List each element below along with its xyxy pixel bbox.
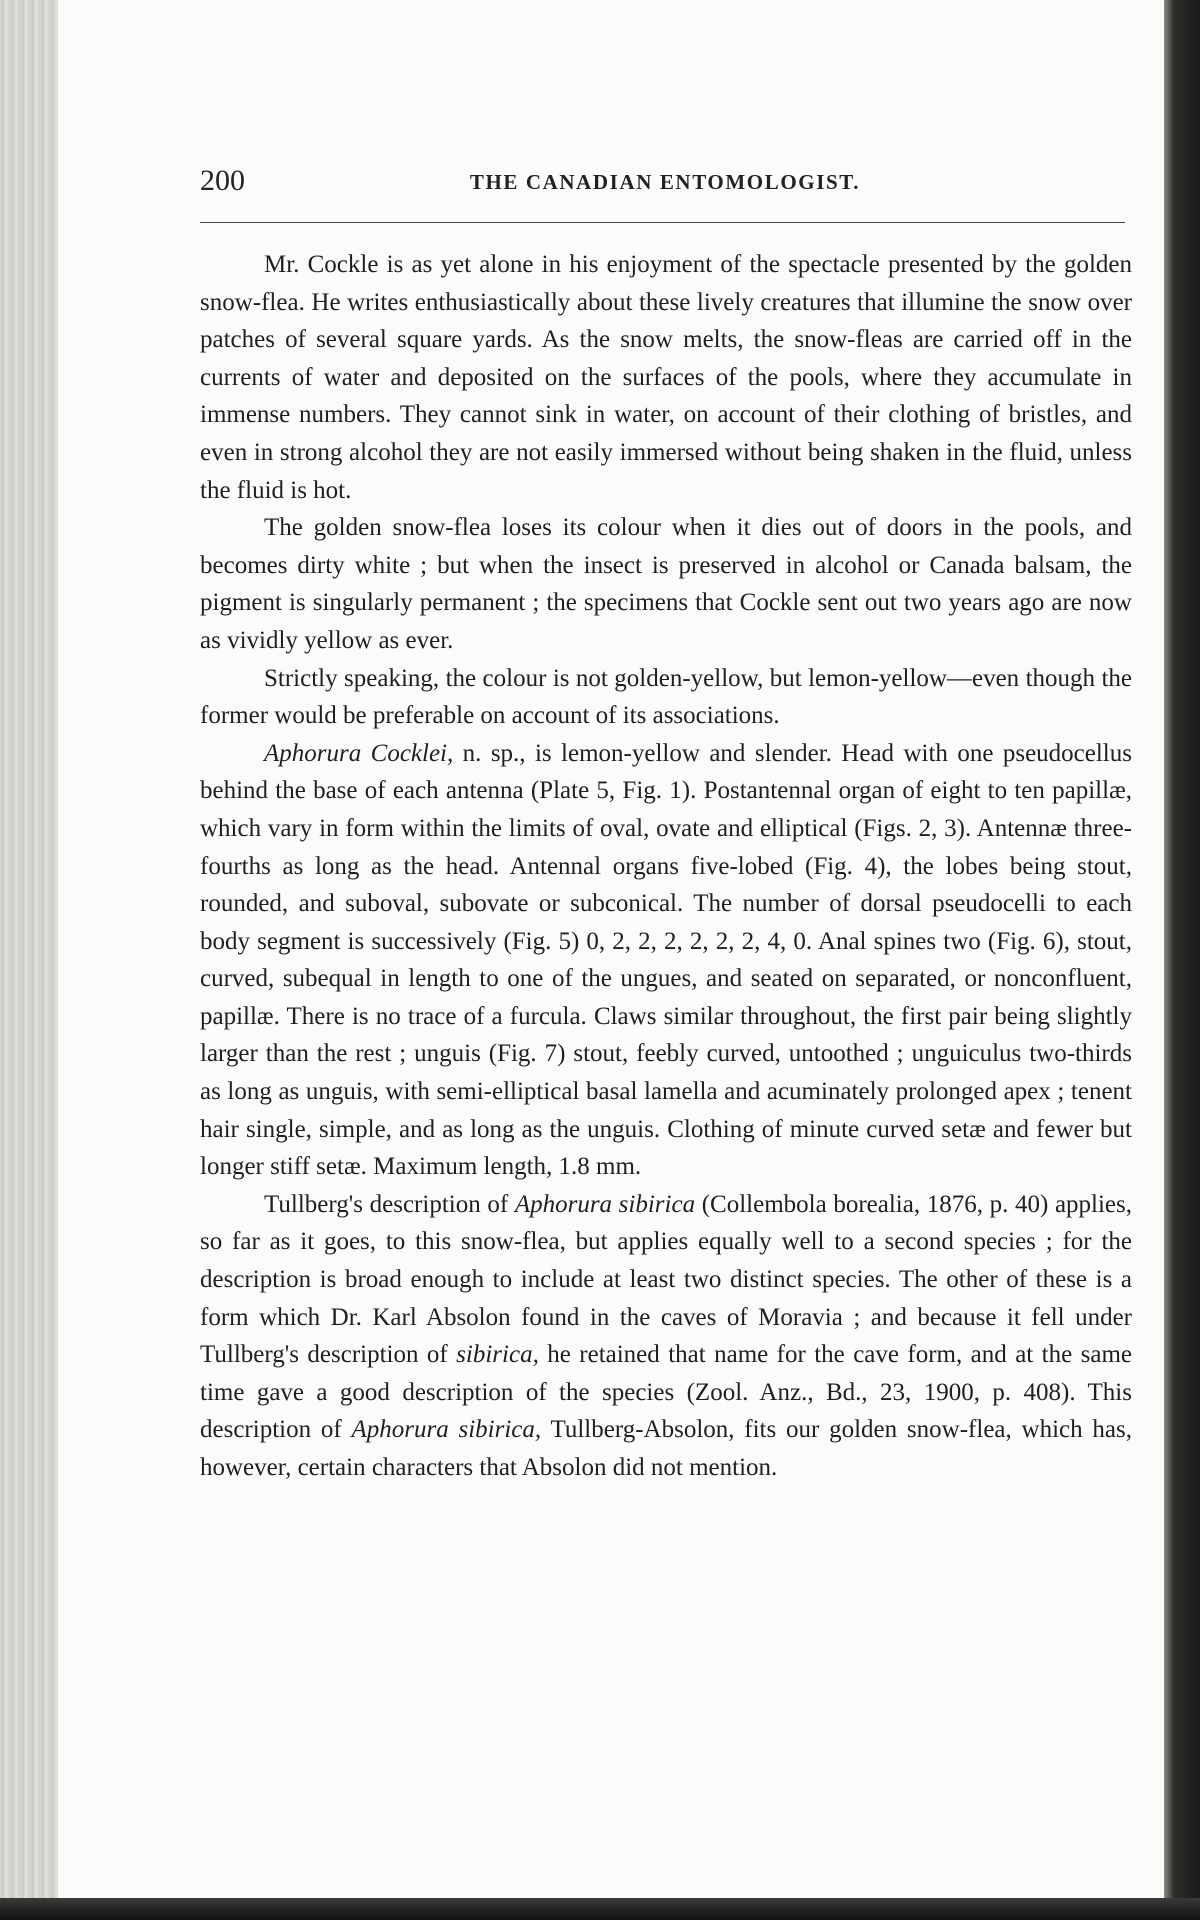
page-number: 200	[200, 164, 245, 197]
text-run: Strictly speaking, the colour is not golden-yellow, but lemon-yellow—even though the former would be preferable on account of its associations.	[200, 664, 1132, 730]
italic-text: Aphorura Cocklei,	[264, 739, 454, 767]
text-run: Tullberg's description of	[264, 1190, 515, 1218]
italic-text: sibirica,	[456, 1341, 539, 1369]
body-text	[200, 246, 1132, 1487]
text-run: Mr. Cockle is as yet alone in his enjoyment of the spectacle presented by the golden snow-flea. He writes enthusiastically about these lively creatures that illumine the snow over patches of several square yards. As the snow melts, the snow-fleas are carried off in the currents of water and deposited on the surfaces of the pools, where they accumulate in immense numbers. They cannot sink in water, on account of their clothing of bristles, and even in strong alcohol they are not easily immersed without being shaken in the fluid, unless the fluid is hot.	[200, 251, 1132, 504]
paragraph	[200, 735, 1132, 1186]
text-run: (Collembola borealia, 1876, p. 40) applies, so far as it goes, to this snow-flea, but applies equally well to a second species ; for the description is broad enough to include at least two distinct species. The other of these is a form which Dr. Karl Absolon found in the caves of Moravia ; and because it fell under Tullberg's description of	[200, 1190, 1133, 1369]
paragraph	[200, 1186, 1132, 1487]
book-gutter	[0, 0, 58, 1920]
page-edge-shadow	[1164, 0, 1200, 1920]
text-run: Tullberg-Absolon, fits our golden snow-flea, which has, however, certain characters that Absolon did not mention.	[200, 1416, 1132, 1481]
text-run: n. sp., is lemon-yellow and slender. Head with one pseudocellus behind the base of each antenna (Plate 5, Fig. 1). Postantennal organ of eight to ten papillæ, which vary in form within the limits of oval, ovate and elliptical (Figs. 2, 3). Antennæ three-fourths as long as the head. Antennal organs five-lobed (Fig. 4), the lobes being stout, rounded, and suboval, subovate or subconical. The number of dorsal pseudocelli to each body segment is successively (Fig. 5) 0, 2, 2, 2, 2, 2, 2, 4, 0. Anal spines two (Fig. 6), stout, curved, subequal in length to one of the ungues, and seated on separated, or nonconfluent, papillæ. There is no trace of a furcula. Claws similar throughout, the first pair being slightly larger than the rest ; unguis (Fig. 7) stout, feebly curved, untoothed ; unguiculus two-thirds as long as unguis, with semi-elliptical basal lamella and acuminately prolonged apex ; tenent hair single, simple, and as long as the unguis. Clothing of minute curved setæ and fewer but longer stiff setæ. Maximum length, 1.8 mm.	[200, 739, 1132, 1181]
paragraph	[200, 509, 1132, 659]
paragraph	[200, 246, 1132, 509]
page-header	[200, 164, 1130, 204]
italic-text: Aphorura sibirica,	[351, 1416, 542, 1444]
text-run: The golden snow-flea loses its colour when it dies out of doors in the pools, and becomes dirty white ; but when the insect is preserved in alcohol or Canada balsam, the pigment is singularly permanent ; the specimens that Cockle sent out two years ago are now as vividly yellow as ever.	[200, 514, 1132, 654]
text-run: he retained that name for the cave form, and at the same time gave a good description of the species (Zool. Anz., Bd., 23, 1900, p. 408). This description of	[200, 1341, 1132, 1444]
running-title: THE CANADIAN ENTOMOLOGIST.	[469, 170, 861, 194]
paragraph	[200, 660, 1132, 735]
page-bottom-shadow	[0, 1898, 1200, 1920]
header-rule	[200, 222, 1125, 223]
italic-text: Aphorura sibirica	[514, 1190, 696, 1218]
